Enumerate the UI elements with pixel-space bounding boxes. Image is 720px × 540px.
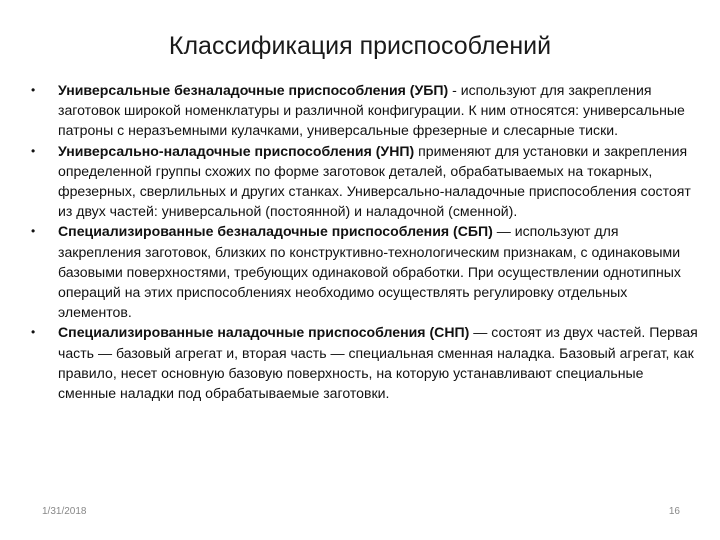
- slide-title: Классификация приспособлений: [168, 32, 552, 60]
- list-item: [26, 221, 698, 322]
- item-text: - используют для закрепления заготовок широкой номенклатуры и различной конфигурации. К ним относятся: универсальные патроны с неразъемными кулачками, универсальные фрезерные и слесарные тиски.: [58, 82, 685, 139]
- list-item: [26, 322, 698, 403]
- bullet-list: [26, 80, 698, 403]
- bullet-icon: •: [31, 143, 36, 158]
- item-term: Универсальные безналадочные приспособления (УБП): [58, 82, 449, 98]
- item-text: применяют для установки и закрепления определенной группы схожих по форме заготовок деталей, обрабатываемых на токарных, фрезерных, сверлильных и других станках. Универсально-наладочные приспособления состоят из двух частей: универсальной (постоянной) и наладочной (сменной).: [58, 142, 691, 220]
- list-item: [26, 141, 698, 222]
- footer-date: 1/31/2018: [42, 506, 87, 517]
- item-term: Специализированные безналадочные приспособления (СБП): [58, 223, 493, 240]
- item-text: — используют для закрепления заготовок, близких по конструктивно-технологическим признакам, с одинаковыми базовыми поверхностями, требующих одинаковой обработки. При осуществлении однотипных операций на этих приспособлениях необходимо осуществлять регулировку отдельных элементов.: [58, 223, 681, 321]
- bullet-icon: •: [31, 83, 36, 97]
- item-text: — состоят из двух частей. Первая часть — базовый агрегат и, вторая часть — специальная сменная наладка. Базовый агрегат, как правило, несет основную базовую поверхность, на которую устанавливают специальные сменные наладки под обрабатываемые заготовки.: [58, 324, 698, 402]
- item-term: Универсально-наладочные приспособления (УНП): [58, 142, 415, 159]
- list-item: [26, 80, 698, 141]
- bullet-icon: •: [31, 224, 36, 239]
- page-number: 16: [668, 506, 680, 517]
- bullet-icon: •: [31, 325, 36, 340]
- item-term: Специализированные наладочные приспособления (СНП): [58, 324, 470, 341]
